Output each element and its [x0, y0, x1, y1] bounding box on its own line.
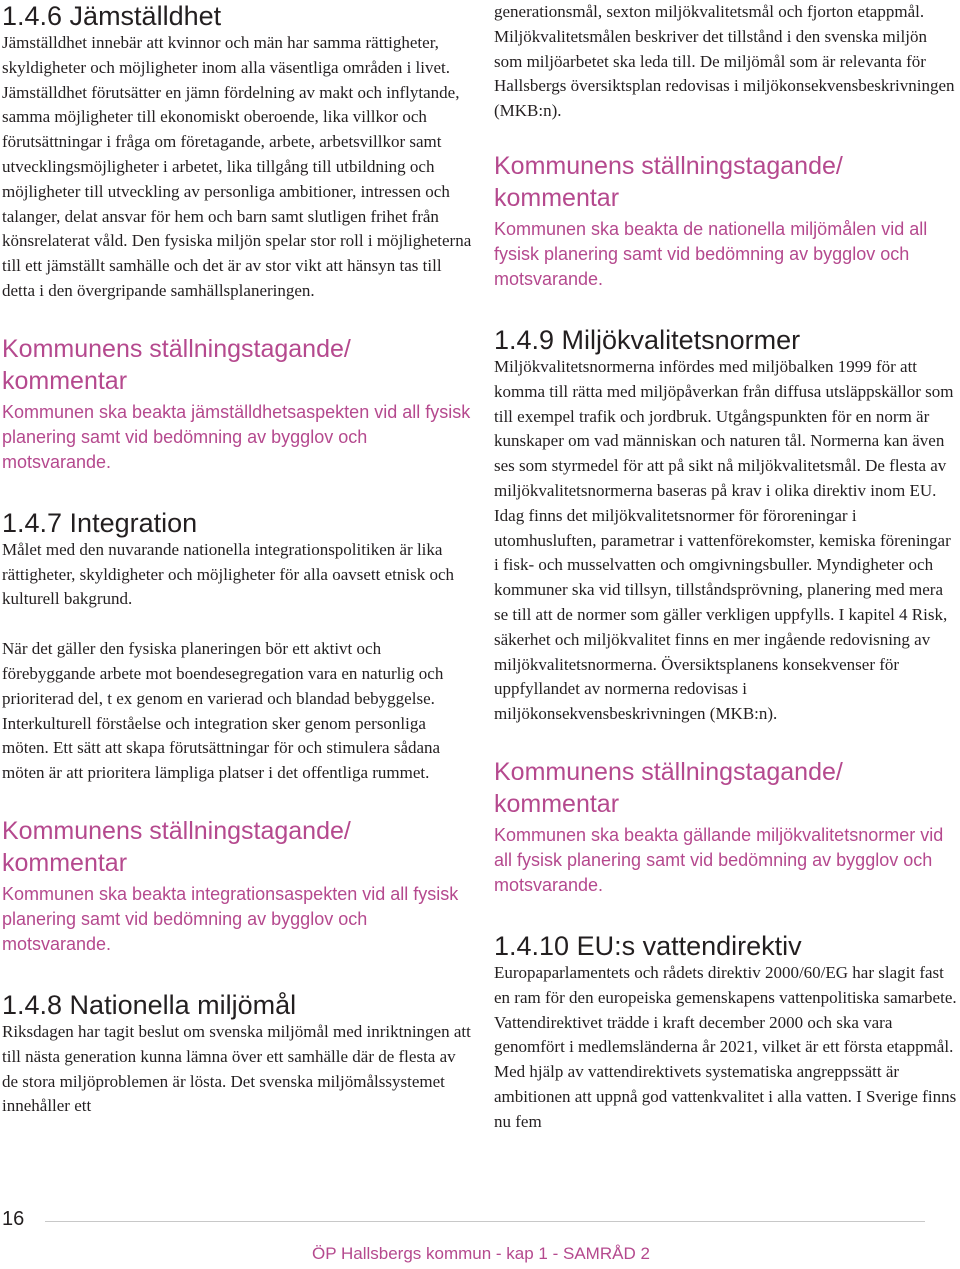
left-column	[2, 0, 472, 1119]
comment-text-integration: Kommunen ska beakta integrationsaspekten vid all fysisk planering samt vid bedömning av bygglov och motsvarande.	[2, 883, 459, 954]
comment-text-jamstalldhet: Kommunen ska beakta jämställdhetsaspekten vid all fysisk planering samt vid bedömning av bygglov och motsvarande.	[2, 401, 471, 472]
paragraph-miljokvalitetsnormer: Miljökvalitetsnormerna infördes med miljöbalken 1999 för att komma till rätta med miljöpåverkan från diffusa utsläppskällor som till exempel trafik och jordbruk. Utgångspunkten för en norm är kunskaper om vad människan och naturen tål. Normerna kan även ses som styrmedel för att på sikt nå miljökvalitetsmål. De flesta av miljökvalitetsnormerna baseras på krav i olika direktiv inom EU. Idag finns det miljökvalitetsnormer för föroreningar i utomhusluften, parametrar i vattenförekomster, kemiska föreningar i fisk- och musselvatten och omgivningsbuller. Myndigheter och kommuner ska vid tillsyn, tillståndsprövning, planering med mera se till att de normer som gäller verkligen uppfylls. I kapitel 4 Risk, säkerhet och miljökvalitet finns en mer ingående redovisning av miljökvalitetsnormerna. Översiktsplanens konsekvenser för uppfyllandet av normerna redovisas i miljökonsekvensbeskrivningen (MKB:n).	[494, 356, 954, 724]
paragraph-integration-1: Målet med den nuvarande nationella integrationspolitiken är lika rättigheter, skyldigheter och möjligheter för alla oavsett etnisk och kulturell bakgrund.	[2, 539, 455, 609]
paragraph-jamstalldhet: Jämställdhet innebär att kvinnor och män har samma rättigheter, skyldigheter och möjligheter inom alla väsentliga områden i livet. Jämställdhet förutsätter en jämn fördelning av makt och inflytande, samma möjligheter till ekonomiskt oberoende, lika villkor och förutsättningar i fråga om företagande, arbete, arbetsvillkor samt utvecklingsmöjligheter i arbetet, lika tillgång till utbildning och möjligheter till utveckling av personliga ambitioner, intressen och talanger, delat ansvar för hem och barn samt slutligen frihet från könsrelaterat våld. Den fysiska miljön spelar stor roll i möjligheterna till ett jämställt samhälle och det är av stor vikt att hänsyn tas till detta i den övergripande samhällsplaneringen.	[2, 33, 472, 300]
footer-divider	[45, 1221, 925, 1222]
heading-1-4-8: 1.4.8 Nationella miljömål	[2, 989, 297, 1020]
comment-text-miljokvalitetsnormer: Kommunen ska beakta gällande miljökvalitetsnormer vid all fysisk planering samt vid bedömning av bygglov och motsvarande.	[494, 824, 944, 895]
paragraph-miljomal: Riksdagen har tagit beslut om svenska miljömål med inriktningen att till nästa generation kunna lämna över ett samhälle där de flesta av de stora miljöproblemen är lösta. Det svenska miljömålssystemet innehåller ett	[2, 1021, 471, 1116]
paragraph-vattendirektiv: Europaparlamentets och rådets direktiv 2000/60/EG har slagit fast en ram för den europeiska gemenskapens vattenpolitiska samarbete. Vattendirektivet trädde i kraft december 2000 och ska vara genomfört i medlemsländerna år 2021, vilket är ett första etappmål. Med hjälp av vattendirektivets systematiska angreppssätt är ambitionen att uppnå god vattenkvalitet i alla vatten. I Sverige finns nu fem	[494, 962, 957, 1131]
right-column	[494, 0, 958, 1135]
heading-1-4-9: 1.4.9 Miljökvalitetsnormer	[494, 324, 801, 355]
heading-1-4-6: 1.4.6 Jämställdhet	[2, 1, 222, 31]
comment-title-miljomal: Kommunens ställningstagande/ kommentar	[494, 151, 843, 212]
heading-1-4-10: 1.4.10 EU:s vattendirektiv	[494, 930, 802, 961]
comment-title-miljokvalitetsnormer: Kommunens ställningstagande/ kommentar	[494, 757, 843, 818]
paragraph-integration-2: När det gäller den fysiska planeringen bör ett aktivt och förebyggande arbete mot boendesegregation vara en naturlig och prioriterad del, t ex genom en varierad och blandad bebyggelse. Interkulturell förståelse och integration sker genom personliga möten. Ett sätt att skapa förutsättningar för och stimulera sådana möten är att prioritera lämpliga platser i det offentliga rummet.	[2, 639, 444, 783]
paragraph-miljomal-continued: generationsmål, sexton miljökvalitetsmål och fjorton etappmål. Miljökvalitetsmålen beskriver det tillstånd i den svenska miljön som miljöarbetet ska leda till. De miljömål som är relevanta för Hallsbergs översiktsplan redovisas i miljökonsekvensbeskrivningen (MKB:n).	[494, 2, 955, 121]
page-number: 16	[2, 1208, 25, 1230]
comment-title-jamstalldhet: Kommunens ställningstagande/ kommentar	[2, 334, 351, 395]
heading-1-4-7: 1.4.7 Integration	[2, 507, 198, 538]
comment-text-miljomal: Kommunen ska beakta de nationella miljömålen vid all fysisk planering samt vid bedömning av bygglov och motsvarande.	[494, 218, 928, 289]
footer-title: ÖP Hallsbergs kommun - kap 1 - SAMRÅD 2	[312, 1244, 650, 1263]
comment-title-integration: Kommunens ställningstagande/ kommentar	[2, 816, 351, 877]
